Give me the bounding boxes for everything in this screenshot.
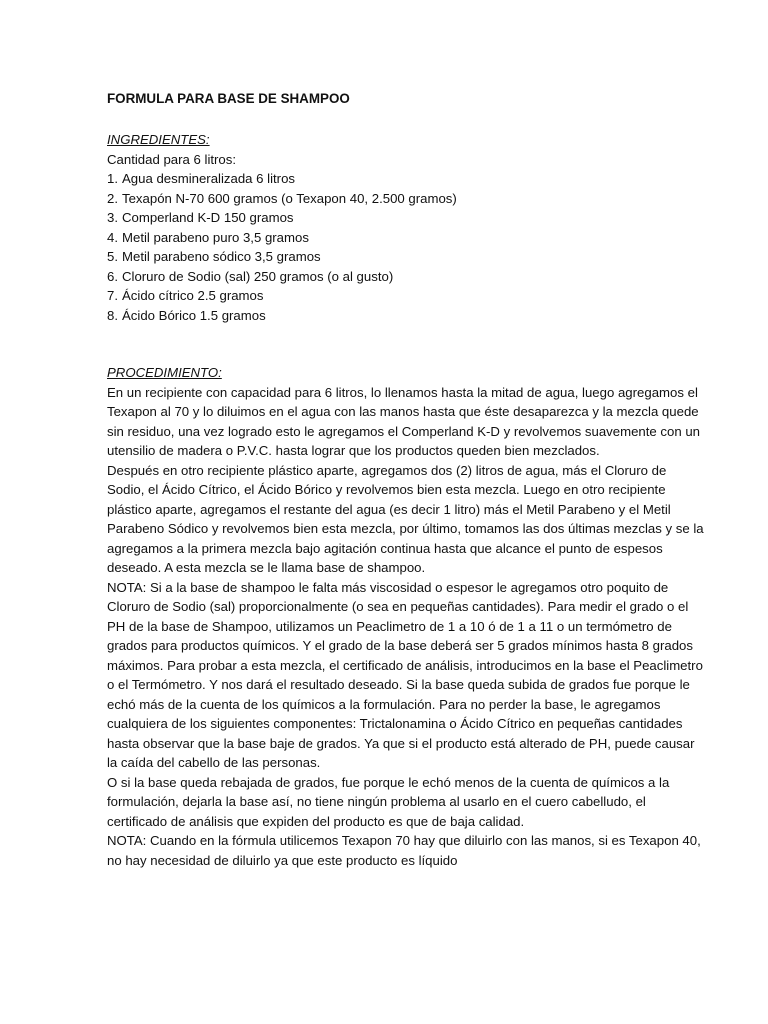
ingredient-item xyxy=(107,306,707,326)
ingredient-text: Ácido cítrico 2.5 gramos xyxy=(122,288,264,303)
procedure-paragraph: En un recipiente con capacidad para 6 litros, lo llenamos hasta la mitad de agua, luego agregamos el Texapon al 70 y lo diluimos en el agua con las manos hasta que éste desaparezca y la mezcla quede sin residuo, una vez logrado esto le agregamos el Comperland K-D y revolvemos suavemente con un utensilio de madera o P.V.C. hasta lograr que los productos queden bien mezclados. xyxy=(107,384,701,458)
ingredient-item xyxy=(107,286,707,306)
ingredient-item xyxy=(107,169,707,189)
document-title: FORMULA PARA BASE DE SHAMPOO xyxy=(107,91,350,106)
ingredient-text: Metil parabeno puro 3,5 gramos xyxy=(122,229,309,245)
ingredient-item xyxy=(107,247,707,267)
ingredient-item xyxy=(107,228,707,248)
ingredient-text: Metil parabeno sódico 3,5 gramos xyxy=(122,249,321,264)
ingredient-number: 4. xyxy=(107,229,118,245)
ingredient-item xyxy=(107,208,707,228)
ingredient-text: Comperland K-D 150 gramos xyxy=(122,210,294,225)
ingredient-text: Texapón N-70 600 gramos (o Texapon 40, 2.500 gramos) xyxy=(122,190,457,206)
ingredient-number: 6. xyxy=(107,268,118,284)
spacer xyxy=(107,325,707,363)
spacer xyxy=(107,110,707,130)
ingredients-list xyxy=(107,169,707,325)
procedure-note: NOTA: Cuando en la fórmula utilicemos Texapon 70 hay que diluirlo con las manos, si es Texapon 40, no hay necesidad de diluirlo ya que este producto es líquido xyxy=(107,833,701,868)
procedure-heading: PROCEDIMIENTO: xyxy=(107,365,222,380)
quantity-line: Cantidad para 6 litros: xyxy=(107,151,237,167)
ingredient-number: 8. xyxy=(107,307,118,323)
ingredient-number: 5. xyxy=(107,249,118,264)
ingredient-text: Ácido Bórico 1.5 gramos xyxy=(122,307,266,323)
document-page xyxy=(107,88,707,870)
procedure-note: NOTA: Si a la base de shampoo le falta más viscosidad o espesor le agregamos otro poquito de Cloruro de Sodio (sal) proporcionalmente (o sea en pequeñas cantidades). Para medir el grado o el PH de la base de Shampoo, utilizamos un Peaclimetro de 1 a 10 ó de 1 a 11 o un termómetro de grados para productos químicos. Y el grado de la base deberá ser 5 grados mínimos hasta 8 grados máximos. Para probar a esta mezcla, el certificado de análisis, introducimos en la base el Peaclimetro o el Termómetro. Y nos dará el resultado deseado. Si la base queda subida de grados fue porque le echó más de la cuenta de los químicos a la formulación. Para no perder la base, le agregamos cualquiera de los siguientes componentes: Trictalonamina o Ácido Cítrico en pequeñas cantidades hasta observar que la base baje de grados. Ya que si el producto está alterado de PH, puede causar la caída del cabello de las personas. xyxy=(107,579,703,770)
ingredient-item xyxy=(107,267,707,287)
ingredient-number: 7. xyxy=(107,288,118,303)
procedure-paragraph: Después en otro recipiente plástico aparte, agregamos dos (2) litros de agua, más el Cloruro de Sodio, el Ácido Cítrico, el Ácido Bórico y revolvemos bien esta mezcla. Luego en otro recipiente plástico aparte, agregamos el restante del agua (es decir 1 litro) más el Metil Parabeno y el Metil Parabeno Sódico y revolvemos bien esta mezcla, por último, tomamos las dos últimas mezclas y se la agregamos a la primera mezcla bajo agitación continua hasta que alcance el punto de espesos deseado. A esta mezcla se le llama base de shampoo. xyxy=(107,462,704,575)
ingredient-item xyxy=(107,189,707,209)
ingredient-number: 1. xyxy=(107,171,118,186)
ingredients-heading: INGREDIENTES: xyxy=(107,132,210,147)
ingredient-number: 3. xyxy=(107,210,118,225)
procedure-paragraph: O si la base queda rebajada de grados, fue porque le echó menos de la cuenta de químicos a la formulación, dejarla la base así, no tiene ningún problema al usarlo en el cuero cabelludo, el certificado de análisis que expiden del producto es que de baja calidad. xyxy=(107,774,670,829)
ingredient-text: Cloruro de Sodio (sal) 250 gramos (o al gusto) xyxy=(122,268,394,284)
ingredient-number: 2. xyxy=(107,190,118,206)
ingredient-text: Agua desmineralizada 6 litros xyxy=(122,171,295,186)
